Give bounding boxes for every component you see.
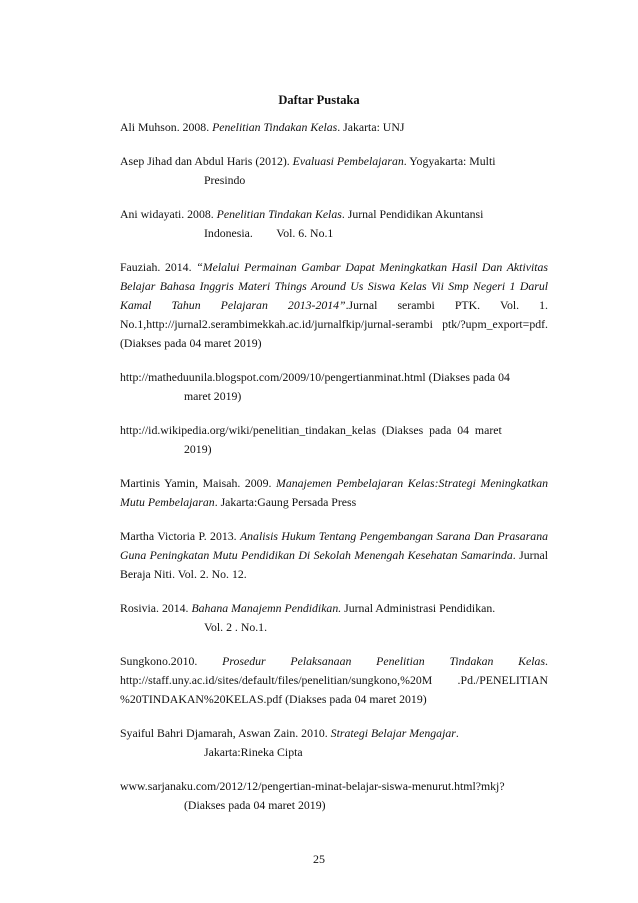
reference-link[interactable]: http://matheduunila.blogspot.com/2009/10/pengertianminat.html (Diakses pada 04 bbox=[120, 370, 510, 384]
reference-continuation: 2019) bbox=[184, 442, 212, 456]
reference-list bbox=[120, 118, 548, 830]
reference-italic: “Melalui Permainan Gambar Dapat Meningkatkan Hasil Dan Aktivitas Belajar Bahasa Inggris Materi Things Around Us Siswa Kelas Vii Smp Negeri 1 Darul Kamal Tahun Pelajaran 2013-2014” bbox=[120, 260, 548, 312]
reference-lead: Fauziah. 2014. bbox=[120, 260, 197, 274]
reference-rest: . Jurnal Pendidikan Akuntansi bbox=[341, 207, 484, 221]
reference-italic: Penelitian Tindakan Kelas bbox=[212, 120, 338, 134]
reference-item bbox=[120, 652, 548, 709]
reference-item bbox=[120, 152, 548, 190]
reference-item bbox=[120, 474, 548, 512]
reference-lead: Sungkono.2010. bbox=[120, 654, 223, 668]
reference-lead: Syaiful Bahri Djamarah, Aswan Zain. 2010. bbox=[120, 726, 331, 740]
reference-lead: Rosivia. 2014. bbox=[120, 601, 192, 615]
reference-item bbox=[120, 527, 548, 584]
reference-italic: Analisis Hukum Tentang Pengembangan Sarana Dan Prasarana Guna Peningkatan Mutu Pendidikan Di Sekolah Menengah Kesehatan Samarinda bbox=[120, 529, 548, 562]
reference-item bbox=[120, 421, 548, 459]
reference-rest: . Jakarta: UNJ bbox=[337, 120, 405, 134]
reference-continuation: Presindo bbox=[204, 173, 246, 187]
reference-continuation: (Diakses pada 04 maret 2019) bbox=[184, 798, 326, 812]
reference-lead: Martha Victoria P. 2013. bbox=[120, 529, 240, 543]
reference-rest: . http://staff.uny.ac.id/sites/default/files/penelitian/sungkono,%20M .Pd./PENELITIAN %20TINDAKAN%20KELAS.pdf (Diakses pada 04 maret 2019) bbox=[120, 654, 548, 706]
reference-rest: . Jakarta:Gaung Persada Press bbox=[214, 495, 357, 509]
reference-italic: Evaluasi Pembelajaran bbox=[292, 154, 404, 168]
reference-rest: . Yogyakarta: Multi bbox=[403, 154, 496, 168]
reference-rest: Jurnal Administrasi Pendidikan. bbox=[341, 601, 496, 615]
page-number: 25 bbox=[313, 852, 325, 866]
reference-rest: . Jurnal Beraja Niti. Vol. 2. No. 12. bbox=[120, 548, 548, 581]
reference-rest: .Jurnal serambi PTK. Vol. 1. No.1,http://jurnal2.serambimekkah.ac.id/jurnalfkip/jurnal-serambi ptk/?upm_export=pdf. (Diakses pada 04 maret 2019) bbox=[120, 298, 548, 350]
reference-continuation: Vol. 2 . No.1. bbox=[204, 620, 268, 634]
reference-item bbox=[120, 258, 548, 353]
reference-continuation: Jakarta:Rineka Cipta bbox=[204, 745, 303, 759]
reference-continuation: maret 2019) bbox=[184, 389, 242, 403]
page-title: Daftar Pustaka bbox=[278, 93, 360, 107]
reference-continuation: Indonesia. Vol. 6. No.1 bbox=[204, 226, 334, 240]
reference-italic: Manajemen Pembelajaran Kelas:Strategi Meningkatkan Mutu Pembelajaran bbox=[120, 476, 548, 509]
reference-rest: . bbox=[455, 726, 459, 740]
reference-item bbox=[120, 599, 548, 637]
reference-link[interactable]: http://id.wikipedia.org/wiki/penelitian_tindakan_kelas (Diakses pada 04 maret bbox=[120, 423, 502, 437]
reference-italic: Strategi Belajar Mengajar bbox=[330, 726, 456, 740]
reference-lead: Martinis Yamin, Maisah. 2009. bbox=[120, 476, 277, 490]
reference-lead: Asep Jihad dan Abdul Haris (2012). bbox=[120, 154, 293, 168]
reference-item bbox=[120, 205, 548, 243]
reference-lead: Ani widayati. 2008. bbox=[120, 207, 217, 221]
reference-item bbox=[120, 724, 548, 762]
reference-italic: Prosedur Pelaksanaan Penelitian Tindakan Kelas bbox=[222, 654, 546, 668]
reference-italic: Penelitian Tindakan Kelas bbox=[216, 207, 342, 221]
reference-item bbox=[120, 777, 548, 815]
reference-item bbox=[120, 368, 548, 406]
reference-italic: Bahana Manajemn Pendidikan. bbox=[191, 601, 342, 615]
reference-lead: Ali Muhson. 2008. bbox=[120, 120, 213, 134]
reference-link[interactable]: www.sarjanaku.com/2012/12/pengertian-minat-belajar-siswa-menurut.html?mkj? bbox=[120, 779, 505, 793]
reference-item bbox=[120, 118, 548, 137]
